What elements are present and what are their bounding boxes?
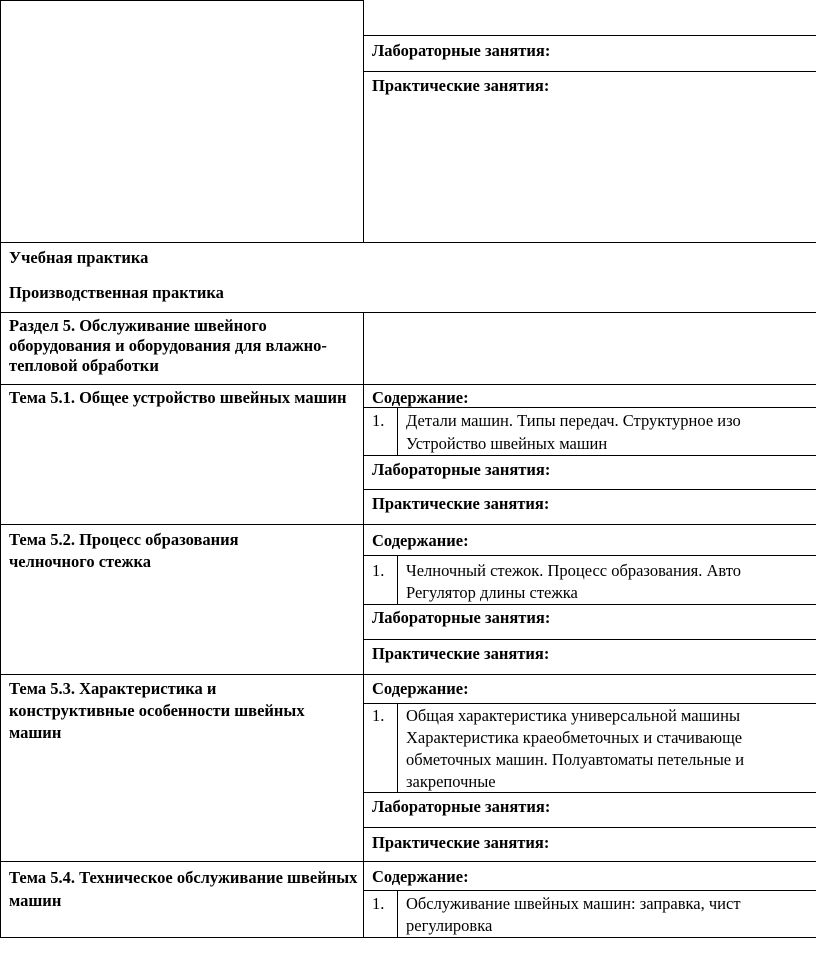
rule-t3-lab	[363, 827, 816, 828]
rule-t1-content	[363, 407, 816, 408]
border-top-left	[0, 0, 364, 1]
rule-t1-lab	[363, 489, 816, 490]
rule-t3-num	[397, 703, 398, 792]
col-divider-bottom	[363, 312, 364, 938]
topic-5-1-prac-label: Практические занятия:	[372, 494, 550, 513]
industrial-practice: Производственная практика	[9, 283, 224, 302]
rule-top-1	[363, 35, 816, 36]
topic-5-3-title: Тема 5.3. Характеристика и конструктивные особенности швейных машин	[9, 679, 305, 742]
topic-5-1-item-number: 1.	[372, 411, 385, 430]
topic-5-4-item-number: 1.	[372, 894, 385, 913]
topic-5-1-item-line-1: Детали машин. Типы передач. Структурное изо	[406, 411, 741, 430]
rule-t4-top	[0, 861, 816, 862]
topic-5-2-lab-label: Лабораторные занятия:	[372, 608, 551, 627]
topic-5-1-title: Тема 5.1. Общее устройство швейных машин	[9, 388, 347, 407]
topic-5-4-content-label: Содержание:	[372, 867, 469, 886]
rule-t4-content	[363, 890, 816, 891]
rule-t3-item	[363, 792, 816, 793]
border-bottom	[0, 937, 816, 938]
border-left	[0, 0, 1, 938]
rule-t4-num	[397, 890, 398, 938]
topic-5-2-item-number: 1.	[372, 561, 385, 580]
col-divider-top	[363, 0, 364, 242]
top-lab-label: Лабораторные занятия:	[372, 41, 551, 60]
rule-practice-top	[0, 242, 816, 243]
rule-t2-top	[0, 524, 816, 525]
topic-5-4-title: Тема 5.4. Техническое обслуживание швейных машин	[9, 868, 358, 910]
rule-t3-top	[0, 674, 816, 675]
topic-5-2-item-line-2: Регулятор длины стежка	[406, 583, 578, 602]
topic-5-3-item-line-3: обметочных машин. Полуавтоматы петельные и	[406, 750, 745, 769]
topic-5-3-lab-label: Лабораторные занятия:	[372, 797, 551, 816]
rule-t1-item	[363, 455, 816, 456]
topic-5-3-prac-label: Практические занятия:	[372, 833, 550, 852]
rule-t2-num	[397, 555, 398, 604]
rule-section5-top	[0, 312, 816, 313]
topic-5-4-item-line-2: регулировка	[406, 916, 493, 935]
rule-t2-content	[363, 555, 816, 556]
topic-5-4-item-line-1: Обслуживание швейных машин: заправка, чист	[406, 894, 741, 913]
topic-5-1-content-label: Содержание:	[372, 388, 469, 407]
rule-t1-num	[397, 407, 398, 455]
topic-5-2-title: Тема 5.2. Процесс образования челночного стежка	[9, 530, 239, 571]
educational-practice: Учебная практика	[9, 248, 149, 267]
rule-t3-content	[363, 703, 816, 704]
rule-top-2	[363, 71, 816, 72]
topic-5-3-item-line-2: Характеристика краеобметочных и стачивающе	[406, 728, 743, 747]
rule-t2-item	[363, 604, 816, 605]
section-5-title: Раздел 5. Обслуживание швейного оборудования и оборудования для влажно-тепловой обработки	[9, 316, 327, 375]
topic-5-3-content-label: Содержание:	[372, 679, 469, 698]
topic-5-3-item-line-1: Общая характеристика универсальной машины	[406, 706, 741, 725]
topic-5-2-content-label: Содержание:	[372, 531, 469, 550]
topic-5-3-item-line-4: закрепочные	[406, 772, 496, 791]
topic-5-1-lab-label: Лабораторные занятия:	[372, 460, 551, 479]
rule-t1-top	[0, 384, 816, 385]
rule-t2-lab	[363, 639, 816, 640]
topic-5-1-item-line-2: Устройство швейных машин	[406, 434, 608, 453]
top-prac-label: Практические занятия:	[372, 76, 550, 95]
topic-5-3-item-number: 1.	[372, 706, 385, 725]
topic-5-2-item-line-1: Челночный стежок. Процесс образования. Авто	[406, 561, 742, 580]
topic-5-2-prac-label: Практические занятия:	[372, 644, 550, 663]
